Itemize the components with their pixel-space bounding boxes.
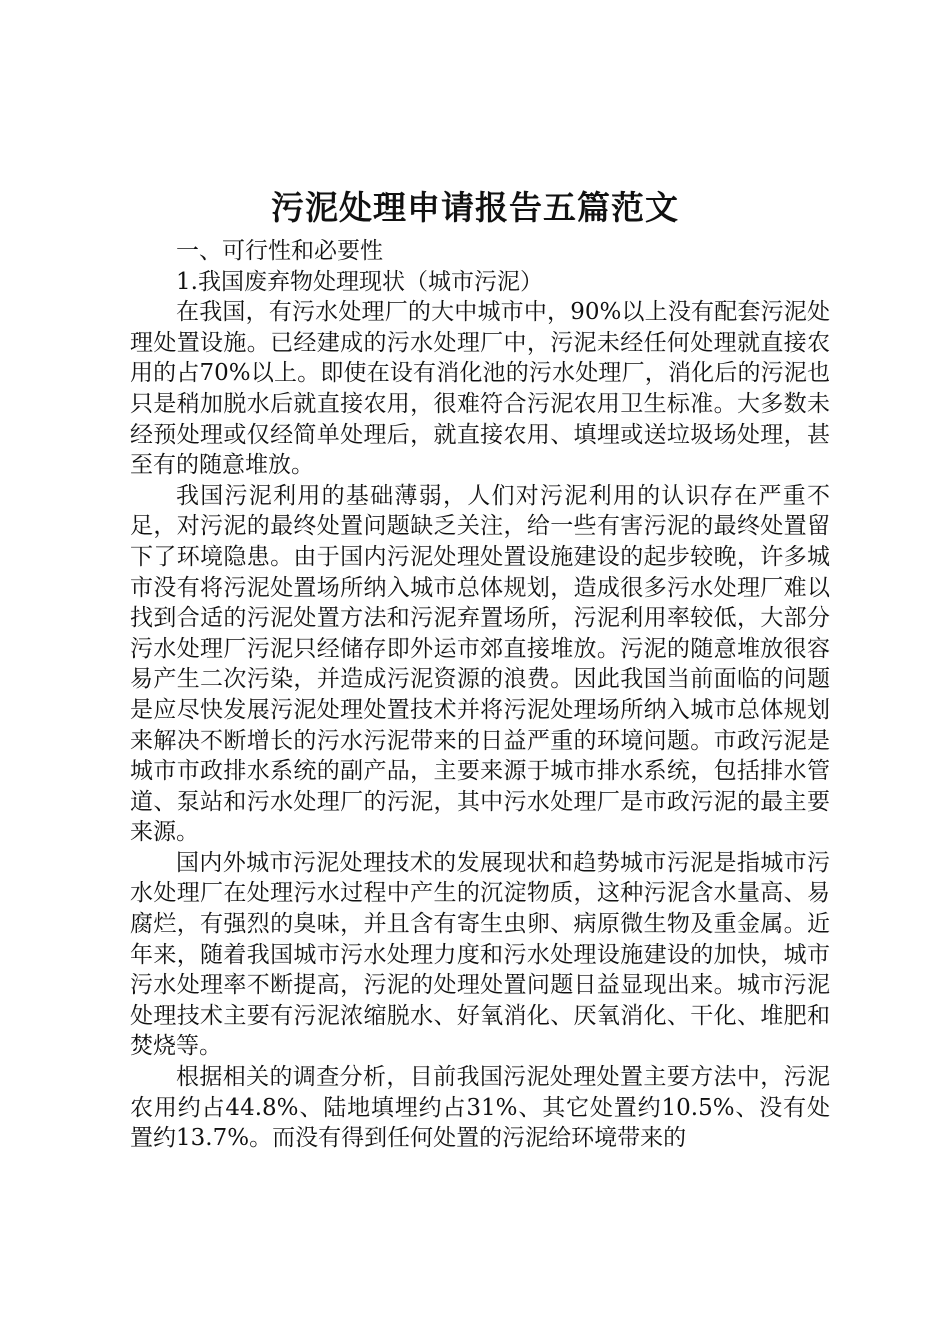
- body-paragraph: 国内外城市污泥处理技术的发展现状和趋势城市污泥是指城市污水处理厂在处理污水过程中产生的沉淀物质，这种污泥含水量高、易腐烂，有强烈的臭味，并且含有寄生虫卵、病原微生物及重金属。近年来，随着我国城市污水处理力度和污水处理设施建设的加快，城市污水处理率不断提高，污泥的处理处置问题日益显现出来。城市污泥处理技术主要有污泥浓缩脱水、好氧消化、厌氧消化、干化、堆肥和焚烧等。: [130, 849, 830, 1060]
- subsection-heading: 1.我国废弃物处理现状（城市污泥）: [176, 268, 543, 295]
- body-paragraph: 在我国，有污水处理厂的大中城市中，90%以上没有配套污泥处理处置设施。已经建成的污水处理厂中，污泥未经任何处理就直接农用的占70%以上。即使在设有消化池的污水处理厂，消化后的污泥也只是稍加脱水后就直接农用，很难符合污泥农用卫生标准。大多数未经预处理或仅经简单处理后，就直接农用、填埋或送垃圾场处理，甚至有的随意堆放。: [130, 299, 830, 479]
- body-paragraph: 根据相关的调查分析，目前我国污泥处理处置主要方法中，污泥农用约占44.8%、陆地填埋约占31%、其它处置约10.5%、没有处置约13.7%。而没有得到任何处置的污泥给环境带来的: [130, 1064, 830, 1152]
- document-body: [130, 236, 830, 1154]
- section-heading: 一、可行性和必要性: [176, 238, 383, 264]
- document-title: 污泥处理申请报告五篇范文: [271, 188, 679, 227]
- body-paragraph: 我国污泥利用的基础薄弱，人们对污泥利用的认识存在严重不足，对污泥的最终处置问题缺乏关注，给一些有害污泥的最终处置留下了环境隐患。由于国内污泥处理处置设施建设的起步较晚，许多城市没有将污泥处置场所纳入城市总体规划，造成很多污水处理厂难以找到合适的污泥处置方法和污泥弃置场所，污泥利用率较低，大部分污水处理厂污泥只经储存即外运市郊直接堆放。污泥的随意堆放很容易产生二次污染，并造成污泥资源的浪费。因此我国当前面临的问题是应尽快发展污泥处理处置技术并将污泥处理场所纳入城市总体规划来解决不断增长的污水污泥带来的日益严重的环境问题。市政污泥是城市市政排水系统的副产品，主要来源于城市排水系统，包括排水管道、泵站和污水处理厂的污泥，其中污水处理厂是市政污泥的最主要来源。: [130, 482, 830, 846]
